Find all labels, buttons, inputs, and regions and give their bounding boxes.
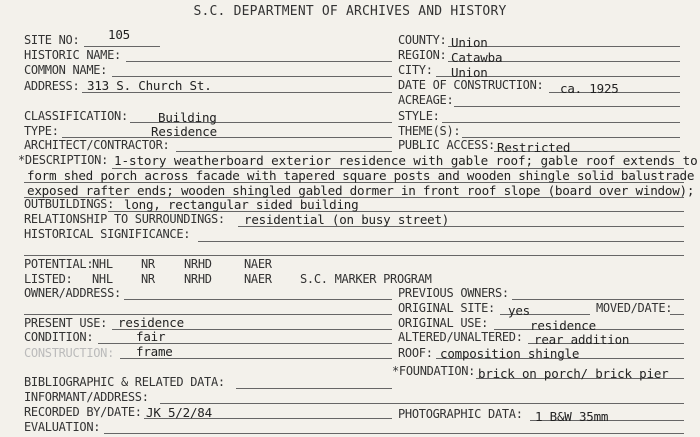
potential-nhl[interactable]: NHL (92, 257, 113, 271)
classification-value: Building (158, 110, 217, 125)
description-label: *DESCRIPTION: (18, 153, 109, 167)
roof-value: composition shingle (440, 346, 580, 361)
foundation-value: brick on porch/ brick pier (478, 366, 669, 381)
informant-line (160, 403, 684, 404)
date-of-construction-label: DATE OF CONSTRUCTION: (398, 78, 544, 92)
construction-value: frame (136, 344, 173, 359)
previous-owners-label: PREVIOUS OWNERS: (398, 286, 509, 300)
original-use-value: residence (530, 318, 596, 333)
evaluation-label: EVALUATION: (24, 420, 101, 434)
site-no-line (84, 46, 160, 47)
outbuildings-label: OUTBUILDINGS: (24, 197, 115, 211)
page-title: S.C. DEPARTMENT OF ARCHIVES AND HISTORY (193, 4, 507, 19)
city-value: Union (451, 65, 488, 80)
original-site-label: ORIGINAL SITE: (398, 301, 495, 315)
bibliographic-label: BIBLIOGRAPHIC & RELATED DATA: (24, 375, 225, 389)
date-of-construction-value: ca. 1925 (560, 81, 619, 96)
photographic-data-label: PHOTOGRAPHIC DATA: (398, 407, 523, 421)
relationship-value: residential (on busy street) (244, 212, 450, 227)
potential-nr[interactable]: NR (141, 257, 155, 271)
potential-naer[interactable]: NAER (244, 257, 272, 271)
historical-significance-label: HISTORICAL SIGNIFICANCE: (24, 227, 191, 241)
evaluation-line (104, 433, 684, 434)
previous-owners-line (512, 299, 684, 300)
altered-label: ALTERED/UNALTERED: (398, 330, 523, 344)
moved-date-line (670, 314, 684, 315)
address-value: 313 S. Church St. (87, 78, 212, 93)
site-no-label: SITE NO: (24, 33, 80, 47)
construction-label: CONSTRUCTION: (24, 346, 115, 360)
potential-label: POTENTIAL: (24, 257, 94, 271)
condition-label: CONDITION: (24, 330, 94, 344)
county-value: Union (451, 35, 488, 50)
roof-label: ROOF: (398, 346, 433, 360)
listed-nrhd[interactable]: NRHD (184, 272, 212, 286)
public-access-label: PUBLIC ACCESS: (398, 138, 495, 152)
relationship-label: RELATIONSHIP TO SURROUNDINGS: (24, 212, 225, 226)
condition-value: fair (136, 329, 166, 344)
acreage-line (454, 106, 680, 107)
listed-nhl[interactable]: NHL (92, 272, 113, 286)
description-line-2-text: form shed porch across facade with tapered square posts and wooden shingle solid balustrade (27, 168, 695, 183)
style-line (442, 122, 680, 123)
historical-significance-line-2 (24, 255, 684, 256)
present-use-label: PRESENT USE: (24, 316, 108, 330)
foundation-label: *FOUNDATION: (392, 364, 476, 378)
city-label: CITY: (398, 63, 433, 77)
altered-value: rear addition (534, 332, 630, 347)
architect-label: ARCHITECT/CONTRACTOR: (24, 138, 170, 152)
style-label: STYLE: (398, 109, 440, 123)
recorded-by-label: RECORDED BY/DATE: (24, 405, 142, 419)
address-label: ADDRESS: (24, 79, 80, 93)
classification-label: CLASSIFICATION: (24, 109, 128, 123)
type-value: Residence (151, 124, 217, 139)
informant-label: INFORMANT/ADDRESS: (24, 390, 149, 404)
outbuildings-value: long, rectangular sided building (124, 197, 359, 212)
photographic-data-value: 1 B&W 35mm (535, 409, 609, 424)
architect-line (176, 151, 392, 152)
themes-label: THEME(S): (398, 124, 461, 138)
owner-address-label: OWNER/ADDRESS: (24, 286, 121, 300)
bibliographic-line (236, 388, 392, 389)
owner-address-line-2 (24, 314, 392, 315)
common-name-line (112, 76, 392, 77)
listed-nr[interactable]: NR (141, 272, 155, 286)
public-access-value: Restricted (497, 140, 571, 155)
description-line-1-text: 1-story weatherboard exterior residence with gable roof; gable roof extends to (114, 153, 698, 168)
region-value: Catawba (451, 50, 503, 65)
historical-significance-line (198, 241, 684, 242)
listed-label: LISTED: (24, 272, 73, 286)
county-label: COUNTY: (398, 33, 447, 47)
potential-nrhd[interactable]: NRHD (184, 257, 212, 271)
historic-name-label: HISTORIC NAME: (24, 48, 121, 62)
acreage-label: ACREAGE: (398, 93, 454, 107)
recorded-by-value: JK 5/2/84 (146, 405, 212, 420)
original-site-value: yes (508, 303, 530, 318)
type-label: TYPE: (24, 124, 59, 138)
historic-name-line (126, 61, 392, 62)
present-use-value: residence (118, 315, 184, 330)
common-name-label: COMMON NAME: (24, 63, 108, 77)
site-no-value: 105 (108, 27, 130, 42)
marker-program[interactable]: S.C. MARKER PROGRAM (300, 272, 432, 286)
moved-date-label: MOVED/DATE: (596, 301, 673, 315)
original-use-label: ORIGINAL USE: (398, 316, 489, 330)
owner-address-line (124, 299, 392, 300)
region-label: REGION: (398, 48, 447, 62)
description-line-3-text: exposed rafter ends; wooden shingled gabled dormer in front roof slope (board over window); (27, 183, 695, 198)
listed-naer[interactable]: NAER (244, 272, 272, 286)
